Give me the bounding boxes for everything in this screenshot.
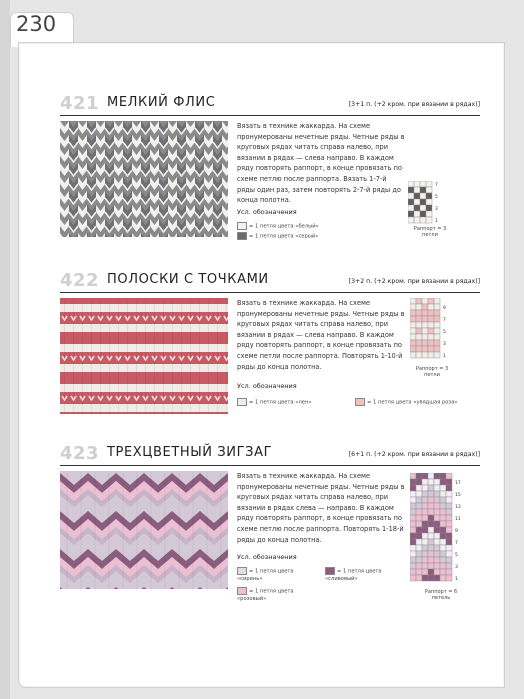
chart-repeat-note: Раппорт = 6 петель <box>424 589 458 601</box>
chart-cell <box>434 563 440 569</box>
chart-cell <box>426 199 432 205</box>
chart-cell <box>416 328 422 334</box>
chart-cell <box>416 575 422 581</box>
chart-cell <box>440 485 446 491</box>
chart-cell <box>428 328 434 334</box>
chart-cell <box>410 304 416 310</box>
chart-cell <box>422 479 428 485</box>
chart-cell <box>410 521 416 527</box>
pattern-chart <box>410 473 474 593</box>
chart-cell <box>410 346 416 352</box>
chart-row-number: 1 <box>435 219 438 224</box>
chart-cell <box>414 181 420 187</box>
chart-cell <box>426 205 432 211</box>
chart-cell <box>434 346 440 352</box>
chart-cell <box>440 551 446 557</box>
chart-cell <box>420 187 426 193</box>
chart-cell <box>414 199 420 205</box>
chart-cell <box>410 479 416 485</box>
chart-cell <box>446 575 452 581</box>
chart-cell <box>422 503 428 509</box>
chart-cell <box>446 485 452 491</box>
pattern-number: 422 <box>60 270 100 291</box>
chart-cell <box>416 298 422 304</box>
chart-cell <box>428 509 434 515</box>
chart-row-number: 3 <box>443 342 446 347</box>
chart-cell <box>428 527 434 533</box>
chart-cell <box>422 527 428 533</box>
pattern-title: ТРЕХЦВЕТНЫЙ ЗИГЗАГ <box>107 445 273 460</box>
chart-cell <box>446 497 452 503</box>
chart-cell <box>428 316 434 322</box>
chart-cell <box>446 491 452 497</box>
chart-cell <box>422 551 428 557</box>
chart-cell <box>416 563 422 569</box>
chart-cell <box>428 569 434 575</box>
chart-cell <box>446 527 452 533</box>
chart-cell <box>410 328 416 334</box>
chart-cell <box>410 298 416 304</box>
section-header <box>60 95 480 113</box>
chart-cell <box>408 193 414 199</box>
chart-cell <box>440 563 446 569</box>
chart-cell <box>410 503 416 509</box>
chart-cell <box>440 569 446 575</box>
chart-cell <box>440 509 446 515</box>
chart-cell <box>408 211 414 217</box>
pattern-description: Вязать в технике жаккарда. На схеме пронумерованы нечетные ряды. Четные ряды в круговых рядах читать справа налево, при вязании в рядах — слева направо. В каждом ряду повторять раппорт, в конце провязать по схеме петлю после раппорта. Вязать 1-7-й ряды один раз, затем повторять 2-7-й ряды до конца полотна. <box>237 122 405 205</box>
chart-row-number: 13 <box>455 505 461 510</box>
chart-cell <box>416 521 422 527</box>
chart-cell <box>422 539 428 545</box>
chart-row-number: 15 <box>455 493 461 498</box>
chart-cell <box>434 545 440 551</box>
chart-cell <box>410 515 416 521</box>
chart-cell <box>446 557 452 563</box>
chart-cell <box>440 527 446 533</box>
chart-cell <box>440 545 446 551</box>
chart-cell <box>446 509 452 515</box>
color-swatch-icon <box>237 232 247 240</box>
chart-cell <box>408 187 414 193</box>
chart-cell <box>416 569 422 575</box>
chart-row-number: 9 <box>443 306 446 311</box>
chart-cell <box>422 322 428 328</box>
chart-cell <box>420 181 426 187</box>
chart-cell <box>416 340 422 346</box>
chart-repeat-note: Раппорт = 3 петли <box>415 366 449 378</box>
chart-cell <box>440 503 446 509</box>
chart-row-number: 1 <box>443 354 446 359</box>
chart-cell <box>426 187 432 193</box>
chart-cell <box>440 521 446 527</box>
pattern-repeat: [3+2 п. (+2 кром. при вязании в рядах)] <box>348 278 480 285</box>
chart-cell <box>428 575 434 581</box>
chart-cell <box>416 473 422 479</box>
color-swatch-icon <box>355 398 365 406</box>
chart-cell <box>440 557 446 563</box>
chart-cell <box>428 551 434 557</box>
chart-cell <box>410 557 416 563</box>
chart-cell <box>434 521 440 527</box>
chart-cell <box>422 310 428 316</box>
legend-title: Усл. обозначения <box>237 553 297 561</box>
chart-cell <box>422 563 428 569</box>
chart-cell <box>434 298 440 304</box>
chart-cell <box>428 298 434 304</box>
chart-cell <box>428 515 434 521</box>
pattern-title: МЕЛКИЙ ФЛИС <box>107 95 216 110</box>
chart-cell <box>416 557 422 563</box>
chart-cell <box>422 515 428 521</box>
chart-cell <box>428 310 434 316</box>
chart-row-number: 7 <box>455 541 458 546</box>
chart-cell <box>422 473 428 479</box>
chart-cell <box>422 575 428 581</box>
chart-cell <box>410 575 416 581</box>
chart-cell <box>422 346 428 352</box>
chart-cell <box>440 575 446 581</box>
color-swatch-icon <box>237 587 247 595</box>
chart-cell <box>416 352 422 358</box>
chart-cell <box>414 187 420 193</box>
legend-item-linen: = 1 петля цвета «лен» <box>237 398 312 407</box>
chart-cell <box>428 545 434 551</box>
chart-cell <box>410 334 416 340</box>
chart-cell <box>428 533 434 539</box>
chart-cell <box>440 479 446 485</box>
header-rule <box>60 292 480 293</box>
chart-cell <box>422 352 428 358</box>
chart-cell <box>422 497 428 503</box>
chart-cell <box>422 533 428 539</box>
chart-row-number: 3 <box>435 207 438 212</box>
chart-cell <box>428 491 434 497</box>
chart-cell <box>426 211 432 217</box>
chart-cell <box>410 491 416 497</box>
chart-cell <box>434 352 440 358</box>
chart-cell <box>426 193 432 199</box>
chart-cell <box>416 485 422 491</box>
chart-cell <box>422 328 428 334</box>
chart-cell <box>422 491 428 497</box>
legend-title: Усл. обозначения <box>237 208 297 216</box>
chart-cell <box>416 304 422 310</box>
chart-cell <box>426 217 432 223</box>
chart-cell <box>434 316 440 322</box>
chart-cell <box>446 545 452 551</box>
chart-cell <box>440 533 446 539</box>
chart-cell <box>422 545 428 551</box>
chart-cell <box>416 515 422 521</box>
chart-cell <box>410 485 416 491</box>
chart-cell <box>426 181 432 187</box>
chart-cell <box>420 211 426 217</box>
legend-item-white: = 1 петля цвета «белый» <box>237 222 319 231</box>
chart-cell <box>410 551 416 557</box>
header-rule <box>60 465 480 466</box>
pattern-chart <box>408 181 464 229</box>
chart-cell <box>428 479 434 485</box>
chart-cell <box>446 521 452 527</box>
chart-cell <box>410 527 416 533</box>
chart-cell <box>434 569 440 575</box>
chart-cell <box>420 217 426 223</box>
chart-cell <box>416 527 422 533</box>
chart-cell <box>428 539 434 545</box>
chart-row-number: 11 <box>455 517 461 522</box>
chart-cell <box>420 205 426 211</box>
section-header <box>60 445 480 463</box>
chart-cell <box>416 334 422 340</box>
chart-cell <box>414 217 420 223</box>
pattern-description: Вязать в технике жаккарда. На схеме пронумерованы нечетные ряды. Четные ряды в круговых рядах читать справа налево, при вязании в рядах — слева направо. В каждом ряду повторять раппорт, в конце провязать по схеме петли после раппорта. Повторять 1-10-й ряды до конца полотна. <box>237 299 405 371</box>
chart-cell <box>416 310 422 316</box>
pattern-chart <box>410 298 468 370</box>
chart-cell <box>428 334 434 340</box>
chart-cell <box>428 521 434 527</box>
chart-cell <box>434 527 440 533</box>
chart-cell <box>434 322 440 328</box>
chart-cell <box>434 515 440 521</box>
chart-cell <box>428 473 434 479</box>
chart-row-number: 1 <box>455 577 458 582</box>
chart-cell <box>434 491 440 497</box>
chart-cell <box>416 533 422 539</box>
color-swatch-icon <box>237 567 247 575</box>
chart-cell <box>440 491 446 497</box>
chart-cell <box>422 304 428 310</box>
chart-cell <box>420 199 426 205</box>
chart-cell <box>434 334 440 340</box>
chart-cell <box>416 509 422 515</box>
chart-cell <box>416 539 422 545</box>
chart-cell <box>446 533 452 539</box>
chart-cell <box>434 497 440 503</box>
chart-cell <box>428 352 434 358</box>
chart-cell <box>410 310 416 316</box>
chart-cell <box>408 217 414 223</box>
chart-cell <box>422 316 428 322</box>
chart-cell <box>428 503 434 509</box>
chart-row-number: 3 <box>455 565 458 570</box>
chart-cell <box>408 205 414 211</box>
chart-cell <box>410 569 416 575</box>
chart-cell <box>428 557 434 563</box>
chart-cell <box>440 539 446 545</box>
chart-cell <box>416 545 422 551</box>
chart-cell <box>416 491 422 497</box>
chart-cell <box>446 515 452 521</box>
chart-cell <box>410 563 416 569</box>
legend-item-pink: = 1 петля цвета «розовый» <box>237 588 294 602</box>
chart-cell <box>434 485 440 491</box>
chart-cell <box>446 563 452 569</box>
color-swatch-icon <box>325 567 335 575</box>
chart-cell <box>416 497 422 503</box>
chart-cell <box>416 551 422 557</box>
chart-cell <box>428 485 434 491</box>
color-swatch-icon <box>237 398 247 406</box>
knit-swatch-image <box>60 121 228 237</box>
legend-title: Усл. обозначения <box>237 382 297 390</box>
chart-cell <box>434 533 440 539</box>
page-edge <box>0 0 10 699</box>
page-number: 230 <box>16 12 57 36</box>
chart-cell <box>434 509 440 515</box>
chart-cell <box>422 521 428 527</box>
chart-cell <box>422 298 428 304</box>
chart-cell <box>414 205 420 211</box>
chart-cell <box>410 497 416 503</box>
chart-cell <box>410 509 416 515</box>
chart-cell <box>428 346 434 352</box>
knit-swatch-image <box>60 471 228 589</box>
chart-cell <box>434 575 440 581</box>
legend-item-rose: = 1 петля цвета «увядшая роза» <box>355 398 458 407</box>
chart-cell <box>434 479 440 485</box>
chart-cell <box>434 310 440 316</box>
chart-cell <box>416 479 422 485</box>
header-rule <box>60 115 480 116</box>
chart-cell <box>434 473 440 479</box>
chart-row-number: 7 <box>435 183 438 188</box>
chart-cell <box>446 479 452 485</box>
chart-cell <box>422 569 428 575</box>
chart-cell <box>416 322 422 328</box>
chart-cell <box>434 503 440 509</box>
chart-cell <box>408 199 414 205</box>
pattern-description: Вязать в технике жаккарда. На схеме пронумерованы нечетные ряды. Четные ряды в круговых рядах читать справа налево, при вязании в рядах слева — направо. В каждом ряду повторять раппорт, в конце провязать по схеме петлю после раппорта. Повторять 1-18-й ряды до конца полотна. <box>237 472 405 544</box>
chart-cell <box>446 503 452 509</box>
chart-row-number: 5 <box>455 553 458 558</box>
chart-cell <box>428 304 434 310</box>
chart-row-number: 5 <box>443 330 446 335</box>
chart-cell <box>410 473 416 479</box>
chart-cell <box>440 515 446 521</box>
chart-cell <box>420 193 426 199</box>
color-swatch-icon <box>237 222 247 230</box>
chart-cell <box>416 316 422 322</box>
section-header <box>60 272 480 290</box>
chart-cell <box>440 497 446 503</box>
legend-item-grey: = 1 петля цвета «серый» <box>237 232 318 241</box>
chart-cell <box>410 316 416 322</box>
chart-cell <box>410 545 416 551</box>
chart-row-number: 5 <box>435 195 438 200</box>
pattern-repeat: [3+1 п. (+2 кром. при вязании в рядах)] <box>348 101 480 108</box>
chart-cell <box>428 322 434 328</box>
chart-row-number: 9 <box>455 529 458 534</box>
pattern-repeat: [6+1 п. (+2 кром. при вязании в рядах)] <box>348 451 480 458</box>
chart-cell <box>428 497 434 503</box>
chart-cell <box>434 551 440 557</box>
chart-cell <box>434 328 440 334</box>
chart-cell <box>410 322 416 328</box>
chart-cell <box>410 533 416 539</box>
legend-item-plum: = 1 петля цвета «сливовый» <box>325 568 382 582</box>
chart-cell <box>422 557 428 563</box>
chart-cell <box>446 569 452 575</box>
knit-swatch-image <box>60 298 228 414</box>
pattern-title: ПОЛОСКИ С ТОЧКАМИ <box>107 272 269 287</box>
chart-cell <box>410 352 416 358</box>
chart-cell <box>416 346 422 352</box>
chart-cell <box>446 539 452 545</box>
chart-cell <box>440 473 446 479</box>
chart-cell <box>422 485 428 491</box>
chart-cell <box>434 557 440 563</box>
chart-cell <box>408 181 414 187</box>
chart-cell <box>410 340 416 346</box>
chart-cell <box>422 340 428 346</box>
chart-cell <box>434 539 440 545</box>
pattern-number: 423 <box>60 443 100 464</box>
chart-cell <box>414 193 420 199</box>
chart-cell <box>446 473 452 479</box>
legend-item-lilac: = 1 петля цвета «сирень» <box>237 568 294 582</box>
chart-repeat-note: Раппорт = 3 петли <box>413 226 447 238</box>
chart-cell <box>416 503 422 509</box>
chart-cell <box>434 340 440 346</box>
chart-cell <box>414 211 420 217</box>
chart-cell <box>428 340 434 346</box>
chart-cell <box>434 304 440 310</box>
chart-row-number: 17 <box>455 481 461 486</box>
chart-cell <box>410 539 416 545</box>
chart-cell <box>428 563 434 569</box>
chart-cell <box>422 509 428 515</box>
pattern-number: 421 <box>60 93 100 114</box>
chart-cell <box>422 334 428 340</box>
chart-cell <box>446 551 452 557</box>
chart-row-number: 7 <box>443 318 446 323</box>
